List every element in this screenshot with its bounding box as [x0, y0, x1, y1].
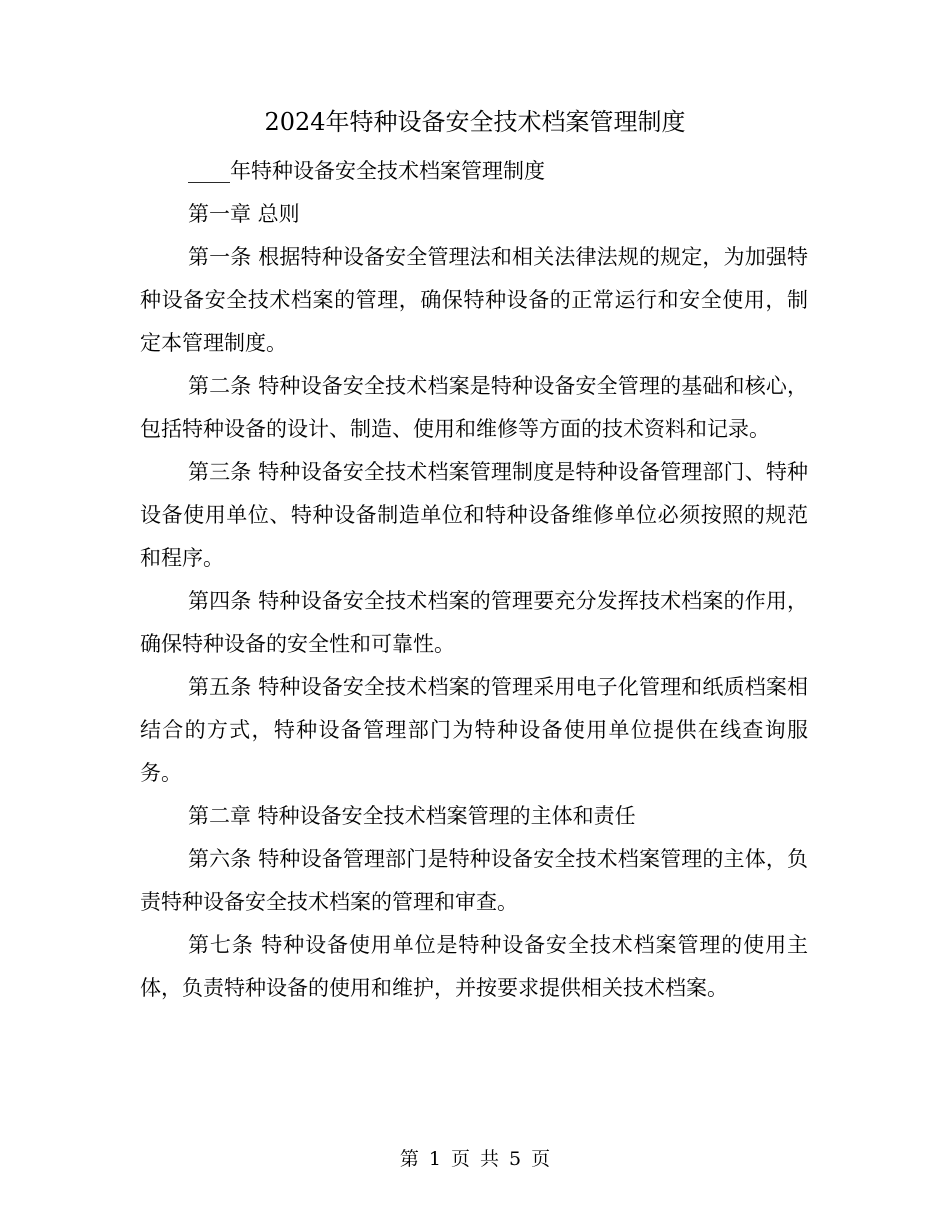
document-body	[140, 150, 808, 1010]
chapter-heading-2: 第二章 特种设备安全技术档案管理的主体和责任	[188, 804, 636, 828]
article-3: 第三条 特种设备安全技术档案管理制度是特种设备管理部门、特种设备使用单位、特种设备制造单位和特种设备维修单位必须按照的规范和程序。	[140, 460, 808, 570]
page-number-footer: 第 1 页 共 5 页	[399, 1148, 551, 1170]
chapter-heading-1: 第一章 总则	[188, 202, 300, 226]
article-4: 第四条 特种设备安全技术档案的管理要充分发挥技术档案的作用，确保特种设备的安全性和可靠性。	[140, 589, 808, 656]
article-2: 第二条 特种设备安全技术档案是特种设备安全管理的基础和核心，包括特种设备的设计、制造、使用和维修等方面的技术资料和记录。	[140, 374, 808, 441]
article-1: 第一条 根据特种设备安全管理法和相关法律法规的规定，为加强特种设备安全技术档案的管理，确保特种设备的正常运行和安全使用，制定本管理制度。	[140, 245, 808, 355]
article-5: 第五条 特种设备安全技术档案的管理采用电子化管理和纸质档案相结合的方式，特种设备管理部门为特种设备使用单位提供在线查询服务。	[140, 675, 808, 785]
article-7: 第七条 特种设备使用单位是特种设备安全技术档案管理的使用主体，负责特种设备的使用和维护，并按要求提供相关技术档案。	[140, 933, 808, 1000]
article-6: 第六条 特种设备管理部门是特种设备安全技术档案管理的主体，负责特种设备安全技术档案的管理和审查。	[140, 847, 808, 914]
document-title: 2024年特种设备安全技术档案管理制度	[264, 108, 686, 136]
paragraph-subtitle: ____年特种设备安全技术档案管理制度	[188, 159, 545, 183]
